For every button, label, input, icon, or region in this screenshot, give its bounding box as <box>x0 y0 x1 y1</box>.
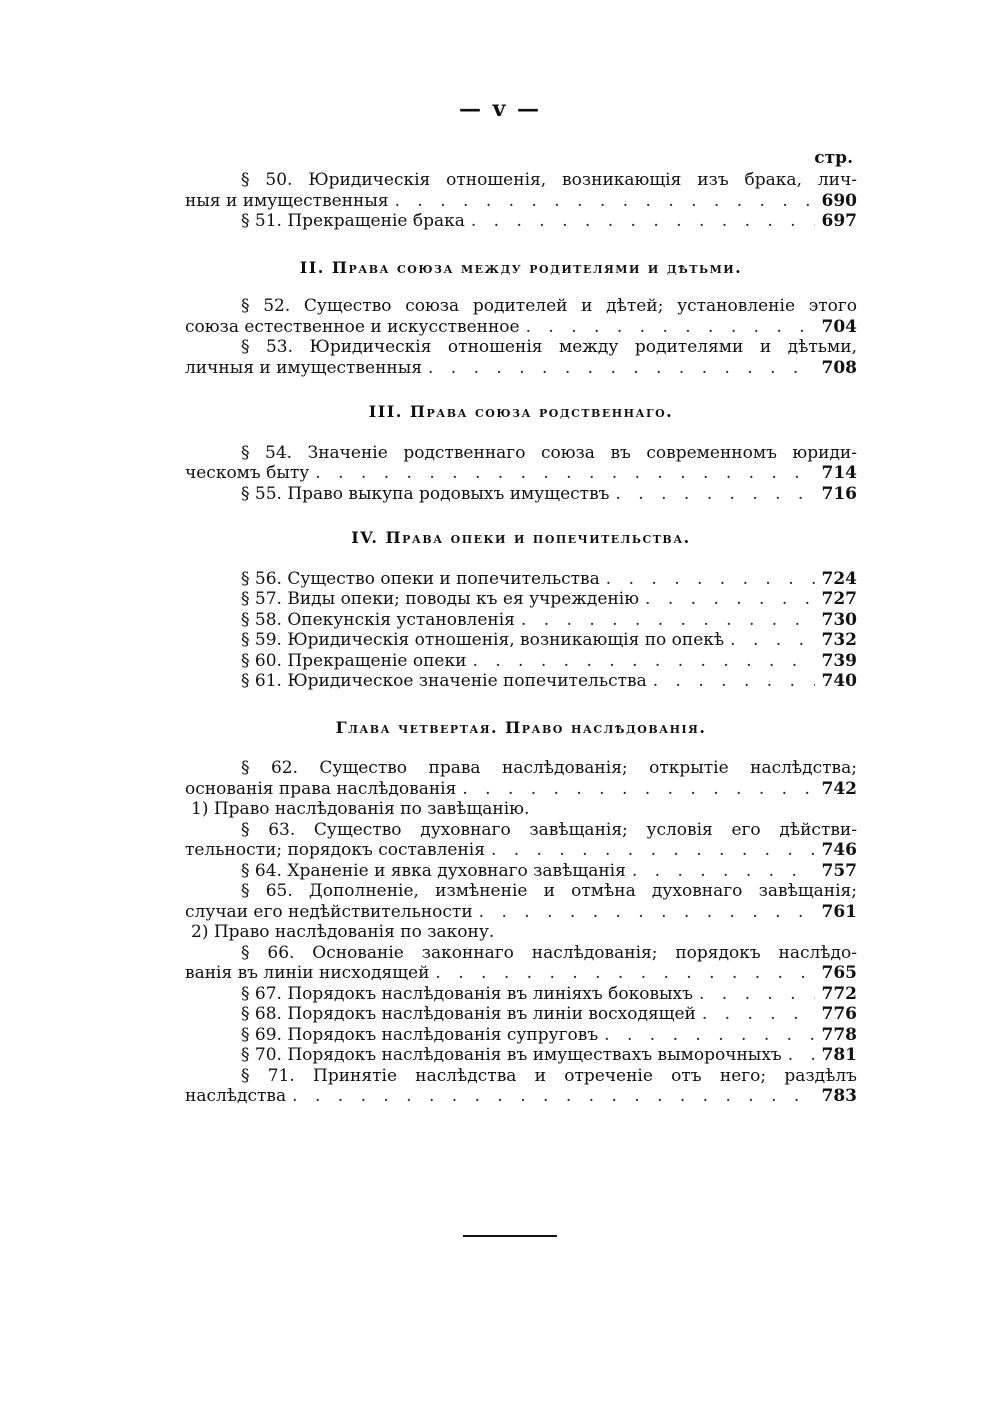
page-column-label: стр. <box>814 148 853 168</box>
toc-entry-page: 739 <box>821 650 857 671</box>
toc-entries <box>185 170 857 1107</box>
toc-entry-first-line: § 50. Юридическія отношенія, возникающія изъ брака, лич- <box>241 170 857 190</box>
dot-leader <box>472 651 815 672</box>
toc-entry <box>185 569 857 590</box>
subsection-heading: 1) Право наслѣдованія по завѣщанію. <box>191 799 530 819</box>
table-of-contents <box>185 148 857 1107</box>
toc-entry <box>185 1004 857 1025</box>
toc-entry-page: 783 <box>821 1086 857 1106</box>
toc-entry-line <box>185 1086 857 1107</box>
dot-leader <box>699 984 815 1005</box>
toc-entry-page: 716 <box>821 483 857 504</box>
dot-leader <box>292 1086 815 1107</box>
dot-leader <box>702 1004 815 1025</box>
toc-entry <box>185 589 857 610</box>
toc-entry-first-line: § 54. Значеніе родственнаго союза въ современномъ юриди- <box>241 442 857 463</box>
toc-entry-title: § 61. Юридическое значеніе попечительства <box>241 671 647 691</box>
toc-entry <box>185 1025 857 1046</box>
toc-entry-line <box>185 358 857 379</box>
toc-entry-page: 742 <box>821 778 857 799</box>
toc-entry-line <box>185 211 857 232</box>
dot-leader <box>521 610 815 631</box>
toc-entry-first-line: § 71. Принятіе наслѣдства и отреченіе отъ него; раздѣлъ <box>241 1065 857 1086</box>
toc-entry-page: 781 <box>821 1045 857 1065</box>
dot-leader <box>645 589 815 610</box>
dot-leader <box>788 1045 815 1066</box>
toc-entry-line <box>185 963 857 984</box>
toc-entry-title: § 67. Порядокъ наслѣдованія въ линіяхъ боковыхъ <box>241 983 693 1004</box>
toc-entry-page: 740 <box>821 671 857 691</box>
section-title: III. Права союза родственнаго. <box>368 402 674 421</box>
dot-leader <box>428 358 815 379</box>
toc-entry-line <box>185 630 857 651</box>
toc-entry-title: § 69. Порядокъ наслѣдованія супруговъ <box>241 1024 599 1045</box>
toc-entry <box>185 443 857 484</box>
toc-entry-title: § 58. Опекунскія установленія <box>241 609 515 630</box>
toc-entry-page: 746 <box>821 840 857 860</box>
toc-entry <box>185 881 857 922</box>
toc-entry-line <box>185 1045 857 1066</box>
dot-leader <box>526 317 815 338</box>
toc-entry-title: § 64. Храненіе и явка духовнаго завѣщанія <box>241 860 626 881</box>
dot-leader <box>653 671 815 692</box>
toc-entry-first-line: § 53. Юридическія отношенія между родителями и дѣтьми, <box>241 337 857 357</box>
toc-entry-title: § 55. Право выкупа родовыхъ имуществъ <box>241 483 610 504</box>
toc-entry <box>185 820 857 861</box>
toc-entry-line <box>185 861 857 882</box>
dot-leader <box>435 963 815 984</box>
dot-leader <box>632 861 815 882</box>
toc-entry-page: 724 <box>821 568 857 589</box>
toc-entry-page: 776 <box>821 1004 857 1024</box>
toc-entry-line <box>185 1025 857 1046</box>
toc-entry-page: 765 <box>821 963 857 983</box>
toc-entry-page: 778 <box>821 1024 857 1045</box>
dot-leader <box>491 840 815 861</box>
dot-leader <box>604 1025 815 1046</box>
toc-entry-title: основанія права наслѣдованія <box>185 778 457 799</box>
toc-entry-title: § 51. Прекращеніе брака <box>241 211 465 231</box>
subsection-heading: 2) Право наслѣдованія по закону. <box>191 922 495 942</box>
toc-entry-line <box>185 902 857 923</box>
toc-entry-title: ныя и имущественныя <box>185 190 389 211</box>
dot-leader <box>615 484 815 505</box>
toc-entry-line <box>185 589 857 610</box>
toc-entry-line <box>185 1004 857 1025</box>
toc-entry-title: § 70. Порядокъ наслѣдованія въ имуществахъ выморочныхъ <box>241 1045 782 1065</box>
toc-entry <box>185 943 857 984</box>
toc-entry <box>185 630 857 651</box>
page-number: — v — <box>458 96 542 122</box>
toc-entry-line <box>185 317 857 338</box>
toc-entry-first-line: § 62. Существо права наслѣдованія; открытіе наслѣдства; <box>241 758 857 778</box>
dot-leader <box>479 902 815 923</box>
toc-entry-line <box>185 610 857 631</box>
toc-entry-first-line: § 63. Существо духовнаго завѣщанія; условія его дѣйстви- <box>241 819 857 840</box>
section-title: Глава четвертая. Право наслѣдованія. <box>335 717 707 737</box>
toc-entry-page: 730 <box>821 609 857 630</box>
toc-entry-first-line: § 52. Существо союза родителей и дѣтей; установленіе этого <box>241 296 857 316</box>
dot-leader <box>395 191 815 212</box>
toc-entry-line <box>185 671 857 692</box>
toc-entry <box>185 984 857 1005</box>
toc-entry-title: ванія въ линіи нисходящей <box>185 963 430 983</box>
toc-entry-page: 690 <box>821 190 857 211</box>
toc-entry <box>185 1066 857 1107</box>
toc-entry-line <box>185 191 857 212</box>
toc-entry-first-line: § 65. Дополненіе, измѣненіе и отмѣна духовнаго завѣщанія; <box>241 881 857 901</box>
toc-entry-title: § 60. Прекращеніе опеки <box>241 650 467 671</box>
toc-entry-title: тельности; порядокъ составленія <box>185 840 485 860</box>
toc-entry <box>185 1045 857 1066</box>
toc-entry <box>185 671 857 692</box>
toc-entry-title: § 57. Виды опеки; поводы къ ея учрежденію <box>241 589 640 609</box>
toc-entry-line <box>185 651 857 672</box>
closing-rule <box>463 1235 557 1237</box>
toc-entry-title: § 68. Порядокъ наслѣдованія въ линіи восходящей <box>241 1004 696 1024</box>
toc-entry-page: 704 <box>821 316 857 337</box>
toc-entry-title: § 59. Юридическія отношенія, возникающія по опекѣ <box>241 630 725 650</box>
toc-entry <box>185 610 857 631</box>
toc-entry-line <box>185 463 857 484</box>
toc-entry-first-line: § 66. Основаніе законнаго наслѣдованія; порядокъ наслѣдо- <box>241 942 857 963</box>
toc-entry-page: 697 <box>821 211 857 231</box>
dot-leader <box>462 779 815 800</box>
toc-entry <box>185 484 857 505</box>
toc-entry <box>185 337 857 378</box>
toc-entry-page: 772 <box>821 983 857 1004</box>
toc-entry <box>185 651 857 672</box>
toc-entry-page: 708 <box>821 357 857 378</box>
toc-entry-title: союза естественное и искусственное <box>185 316 520 337</box>
dot-leader <box>315 463 815 484</box>
toc-entry <box>185 296 857 337</box>
dot-leader <box>730 630 815 651</box>
toc-entry <box>185 170 857 211</box>
toc-entry-page: 761 <box>821 901 857 922</box>
section-title: IV. Права опеки и попечительства. <box>351 528 691 547</box>
toc-entry-title: § 56. Существо опеки и попечительства <box>241 568 600 589</box>
toc-entry-line <box>185 840 857 861</box>
toc-entry-line <box>185 984 857 1005</box>
toc-entry-page: 732 <box>821 630 857 650</box>
toc-entry-title: личныя и имущественныя <box>185 357 422 378</box>
toc-entry-title: ческомъ быту <box>185 463 310 483</box>
section-title: II. Права союза между родителями и дѣтьми. <box>299 257 743 277</box>
dot-leader <box>471 211 815 232</box>
toc-entry-line <box>185 569 857 590</box>
toc-entry <box>185 861 857 882</box>
toc-entry-page: 714 <box>821 463 857 483</box>
toc-entry <box>185 758 857 799</box>
dot-leader <box>606 569 815 590</box>
toc-entry-title: наслѣдства <box>185 1086 287 1106</box>
toc-entry-title: случаи его недѣйствительности <box>185 901 473 922</box>
toc-entry-page: 757 <box>821 860 857 881</box>
toc-entry-page: 727 <box>821 589 857 609</box>
toc-entry <box>185 211 857 232</box>
toc-entry-line <box>185 779 857 800</box>
toc-entry-line <box>185 484 857 505</box>
